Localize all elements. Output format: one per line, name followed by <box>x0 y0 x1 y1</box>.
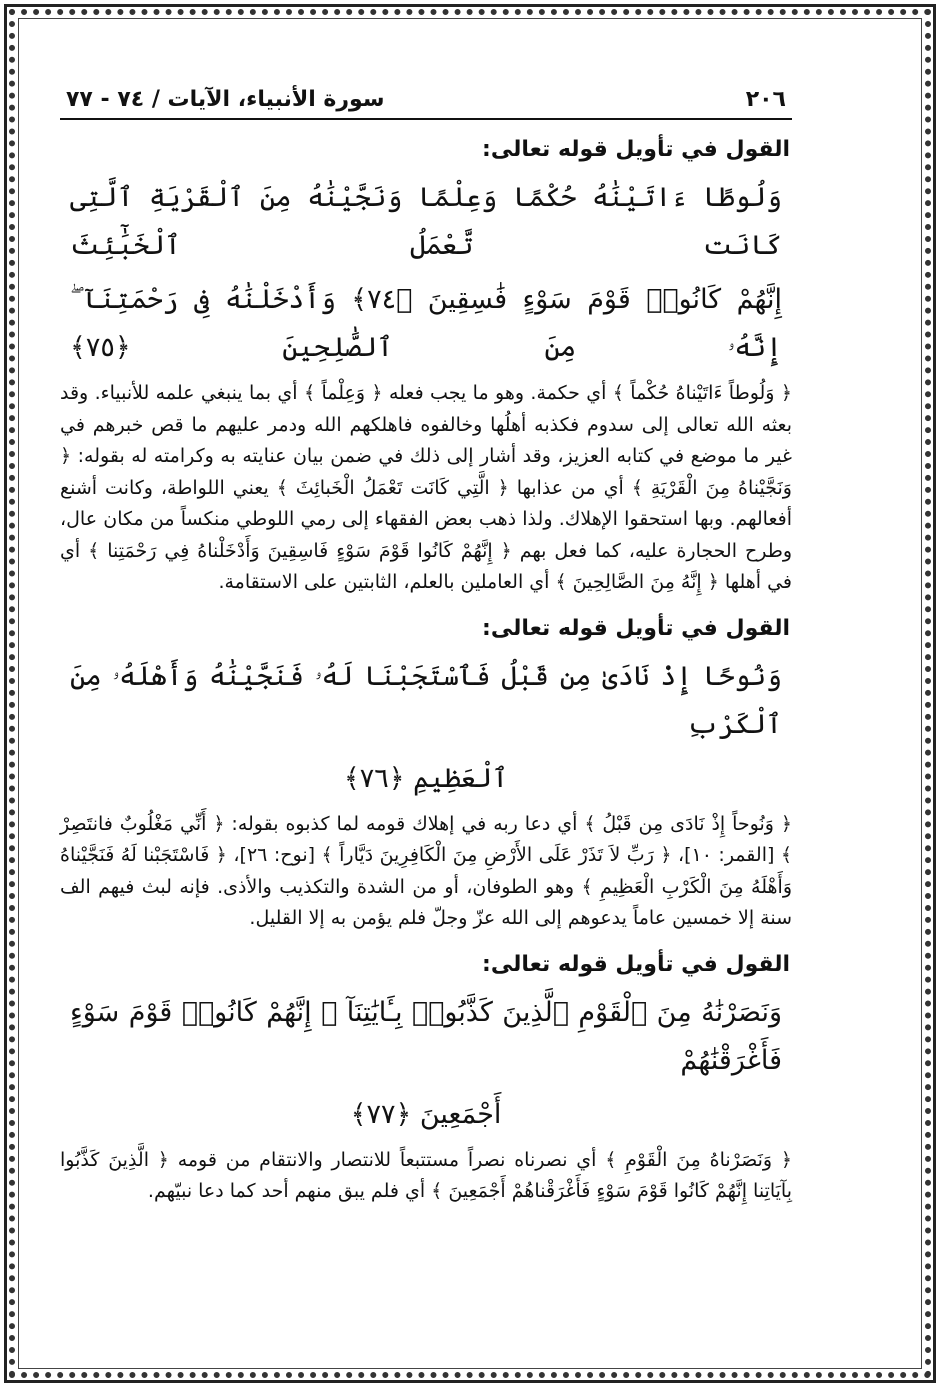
commentary-paragraph: ﴿ وَلُوطاً ءَاتَيْناهُ حُكْماً ﴾ أي حكمة. وهو ما يجب فعله ﴿ وَعِلْماً ﴾ أي بما ينبغي علمه للأنبياء. وقد بعثه الله تعالى إلى سدوم فكذبه أهلُها وخالفوه فاهلكهم الله ودمر عليهم ما قص خبرهم في غير ما موضع في كتابه العزيز، وقد أشار إلى ذلك في ضمن بيان عنايته به وكرامته له بقوله: ﴿ وَنَجَّيْناهُ مِنَ الْقَرْيَةِ ﴾ أي من عذابها ﴿ الَّتِي كَانَت تَعْمَلُ الْخَبائِثَ ﴾ يعني اللواطة، وكانت أشنع أفعالهم. وبها استحقوا الإهلاك. ولذا ذهب بعض الفقهاء إلى رمي اللوطي منكساً من مكان عال، وطرح الحجارة عليه، كما فعل بهم ﴿ إِنَّهُمْ كَانُوا قَوْمَ سَوْءٍ فَاسِقِينَ وَأَدْخَلْناهُ فِي رَحْمَتِنا ﴾ أي في أهلها ﴿ إِنَّهُ مِنَ الصَّالِحِينَ ﴾ أي العاملين بالعلم، الثابتين على الاستقامة. <box>60 382 792 593</box>
commentary-paragraph: ﴿ وَنُوحاً إِذْ نَادَى مِن قَبْلُ ﴾ أي دعا ربه في إهلاك قومه لما كذبوه بقوله: ﴿ أَنِّي مَغْلُوبٌ فانتَصِرْ ﴾ [القمر: ١٠]، ﴿ رَبِّ لاَ تَذَرْ عَلَى الأَرْضِ مِنَ الْكَافِرِينَ دَيَّاراً ﴾ [نوح: ٢٦]، ﴿ فَاسْتَجَبْنا لَهُ فَنَجَّيْناهُ وَأَهْلَهُ مِنَ الْكَرْبِ الْعَظِيمِ ﴾ وهو الطوفان، أو من الشدة والتكذيب والأذى. فإنه لبث فيهم الف سنة إلا خمسين عاماً يدعوهم إلى الله عزّ وجلّ فلم يؤمن به إلا القليل. <box>60 812 792 929</box>
quran-verse-line: ٱلْعَظِيمِ ﴿٧٦﴾ <box>343 762 509 794</box>
quran-verse-line: إِنَّهُمْ كَانُوا۟ قَوْمَ سَوْءٍ فَٰسِقِينَ ﴿٧٤﴾ وَأَدْخَلْنَٰهُ فِى رَحْمَتِنَآ ۖ إِنَّهُۥ مِنَ ٱلصَّٰلِحِينَ ﴿٧٥﴾ <box>70 284 782 363</box>
quran-verse-line: أَجْمَعِينَ ﴿٧٧﴾ <box>350 1098 502 1130</box>
quran-verse-line: وَنَصَرْنَٰهُ مِنَ ٱلْقَوْمِ ٱلَّذِينَ كَذَّبُوا۟ بِـَٔايَٰتِنَآ ۚ إِنَّهُمْ كَانُوا۟ قَوْمَ سَوْءٍ فَأَغْرَقْنَٰهُمْ <box>70 996 782 1076</box>
quran-verse-line: وَلُوطًا ءَاتَيْنَٰهُ حُكْمًا وَعِلْمًا وَنَجَّيْنَٰهُ مِنَ ٱلْقَرْيَةِ ٱلَّتِى كَانَت تَّعْمَلُ ٱلْخَبَٰٓئِثَ <box>70 182 782 261</box>
quran-verse-line: وَنُوحًا إِذْ نَادَىٰ مِن قَبْلُ فَٱسْتَجَبْنَا لَهُۥ فَنَجَّيْنَٰهُ وَأَهْلَهُۥ مِنَ ٱلْكَرْبِ <box>70 660 782 740</box>
running-header <box>60 78 792 120</box>
section-1 <box>60 134 792 599</box>
page-number: ٢٠٦ <box>745 87 786 112</box>
commentary-paragraph: ﴿ وَنَصَرْناهُ مِنَ الْقَوْمِ ﴾ أي نصرناه نصراً مستتبعاً للانتصار والانتقام من قومه ﴿ الَّذِينَ كَذَّبُوا بِآيَاتِنا إِنَّهُمْ كَانُوا قَوْمَ سَوْءٍ فَأَغْرَقْناهُمْ أَجْمَعِينَ ﴾ أي فلم يبق منهم أحد كما دعا نبيّهم. <box>60 1148 792 1202</box>
section-2 <box>60 613 792 935</box>
section-heading: القول في تأويل قوله تعالى: <box>482 137 790 162</box>
section-heading: القول في تأويل قوله تعالى: <box>482 615 790 641</box>
section-3 <box>60 949 792 1208</box>
section-heading: القول في تأويل قوله تعالى: <box>482 951 790 977</box>
surah-title: سورة الأنبياء، الآيات / ٧٤ - ٧٧ <box>66 87 385 112</box>
book-page <box>60 78 792 1328</box>
